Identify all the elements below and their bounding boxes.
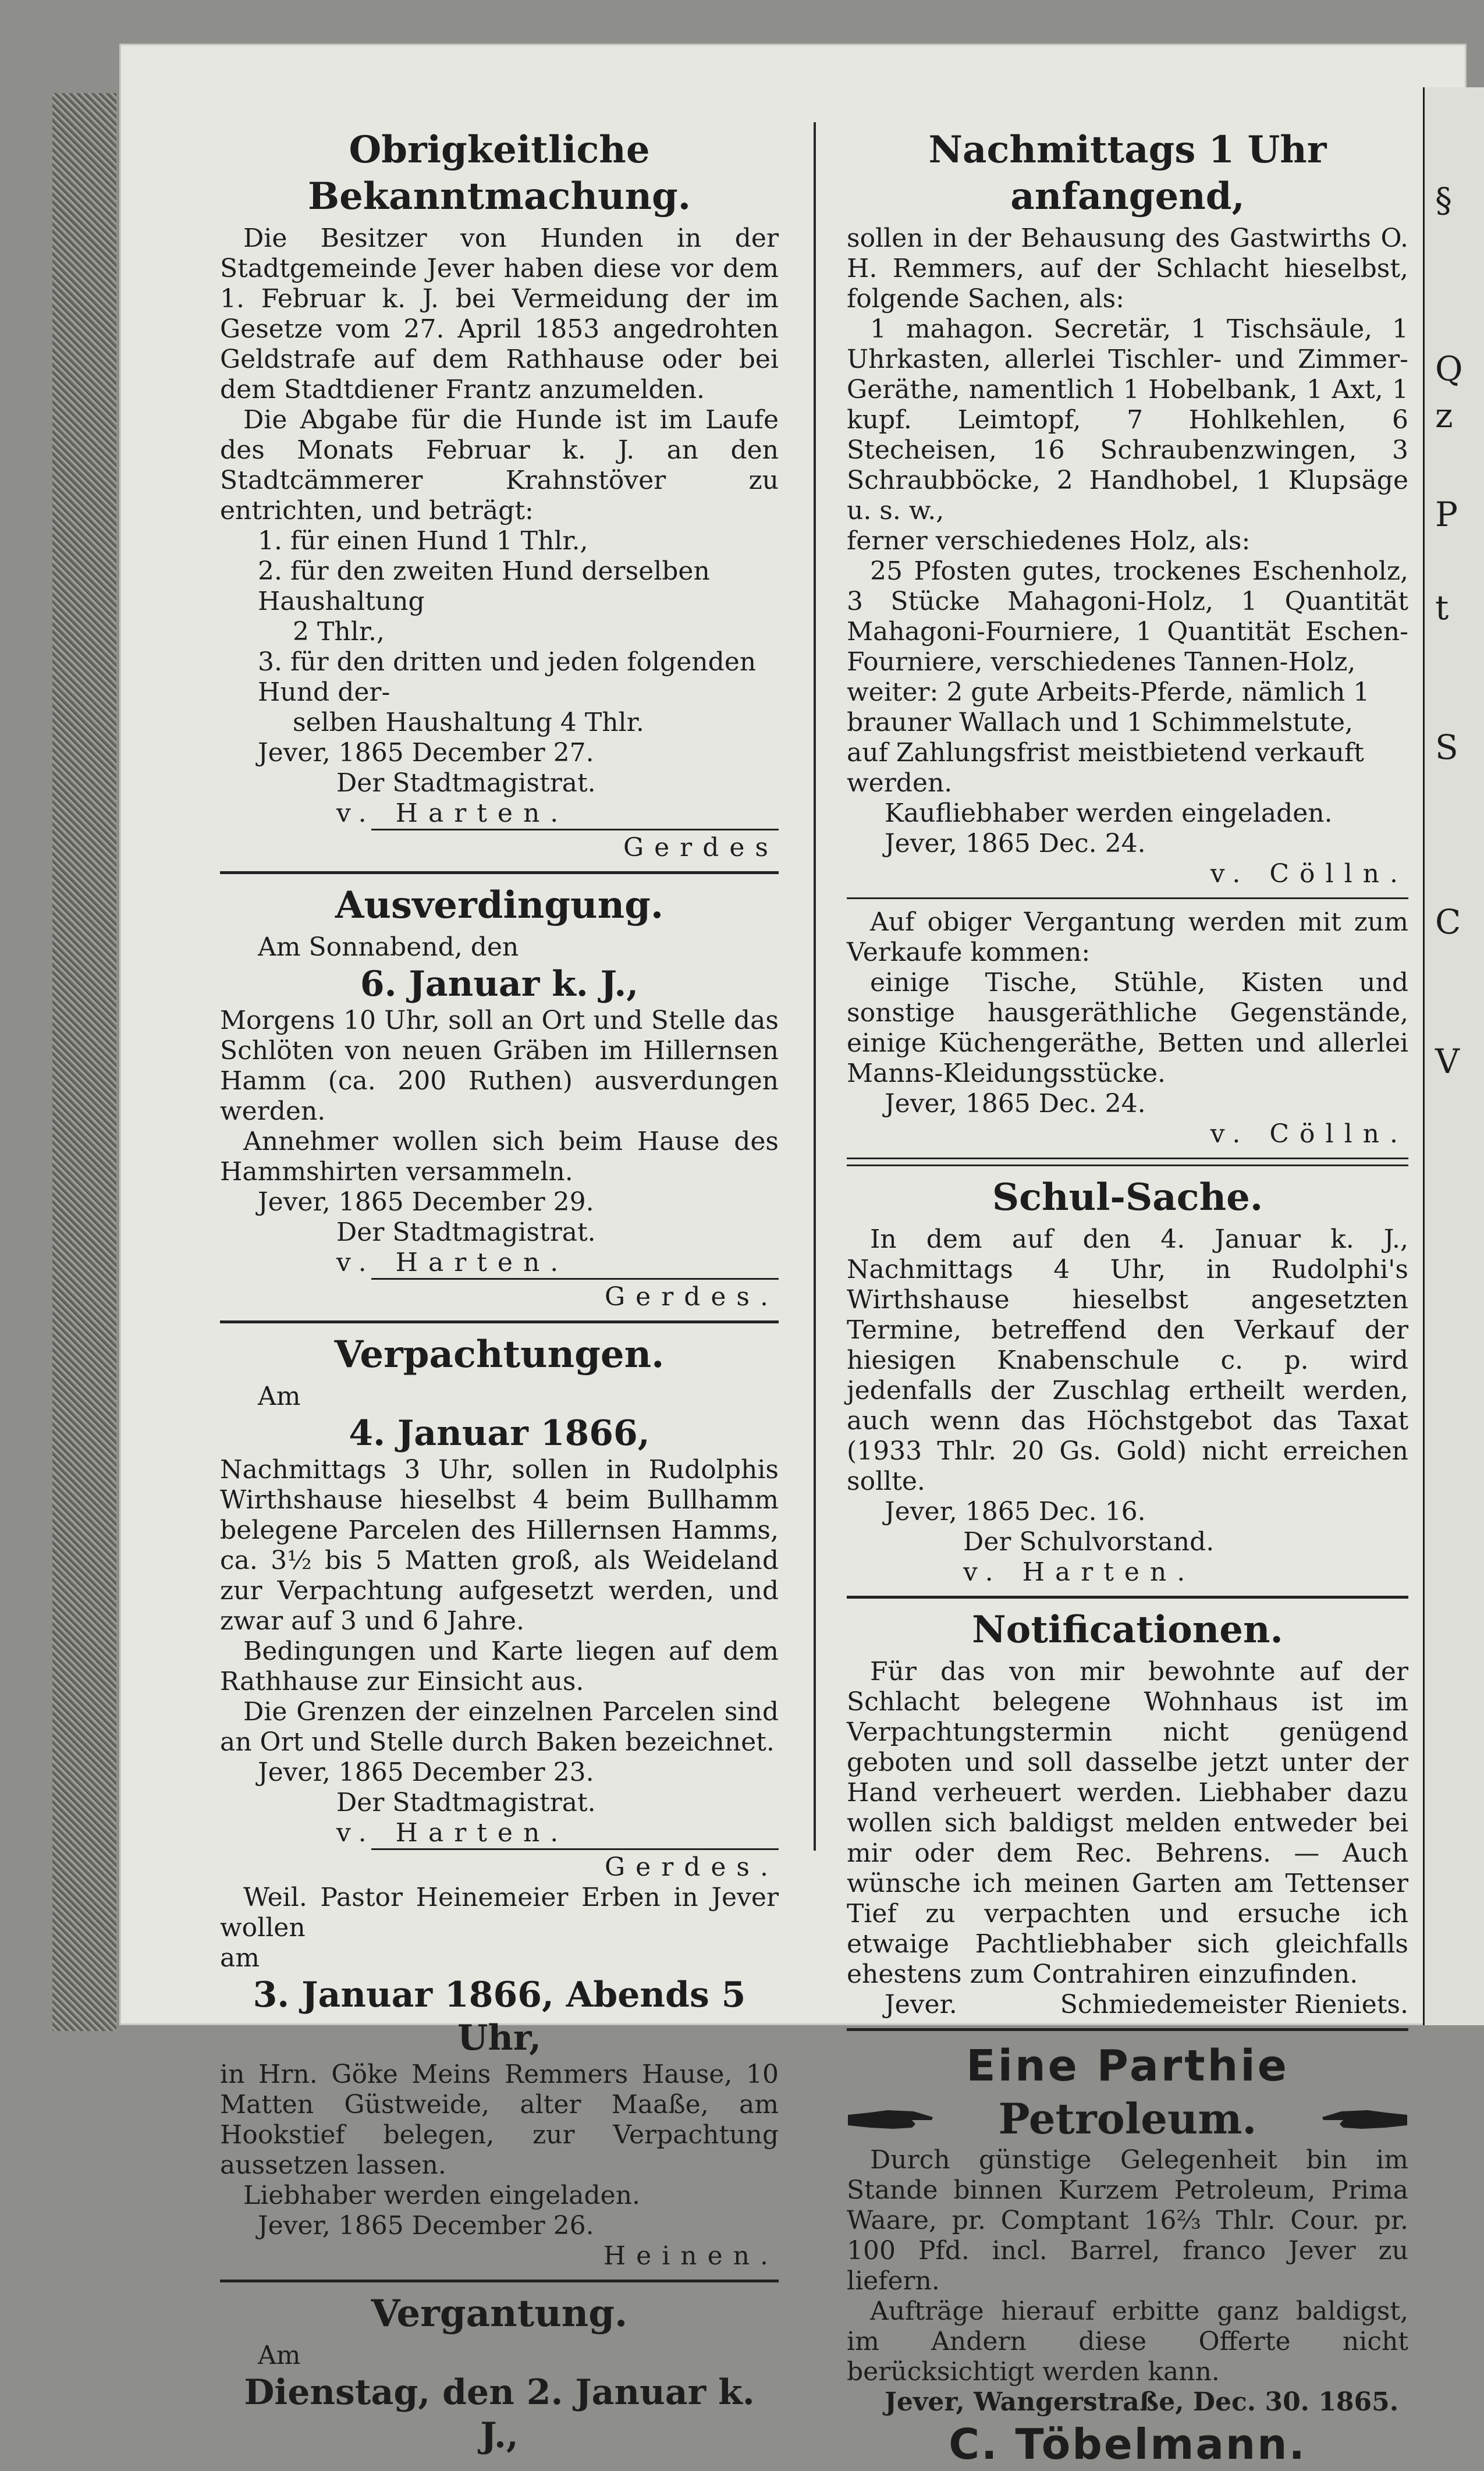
date-line: Jever, 1865 December 29.	[258, 1187, 594, 1217]
signature: Schmiedemeister Rieniets.	[1060, 1990, 1408, 2019]
section-rule	[220, 1320, 779, 1323]
signature: v. Harten.	[963, 1557, 1196, 1587]
paragraph: 1 mahagon. Secretär, 1 Tischsäule, 1 Uhrkasten, allerlei Tischler- und Zimmer-Geräthe, namentlich 1 Hobelbank, 1 Axt, 1 kupf. Leimtopf, 7 Hohlkehlen, 6 Stecheisen, 16 Schraubenzwingen, 3 Schraubböcke, 2 Handhobel, 1 Klupsäge u. s. w.,	[847, 314, 1408, 526]
list-item: 3. für den dritten und jeden folgenden Hund der-	[258, 647, 757, 707]
edge-glyph: §	[1435, 180, 1452, 220]
notice-title: Schul-Sache.	[992, 1176, 1263, 1219]
paragraph: weiter: 2 gute Arbeits-Pferde, nämlich 1 brauner Wallach und 1 Schimmelstute,	[847, 677, 1370, 737]
paragraph: einige Tische, Stühle, Kisten und sonstige hausgeräthliche Gegenstände, einige Küchengeräthe, Betten und allerlei Manns-Kleidungsstücke.	[847, 968, 1408, 1088]
advert-headline: Eine Parthie	[966, 2041, 1289, 2091]
signature: Heinen.	[603, 2241, 779, 2271]
paragraph: Kaufliebhaber werden eingeladen.	[885, 798, 1333, 828]
edge-glyph: t	[1435, 588, 1449, 627]
paragraph: Die Grenzen der einzelnen Parcelen sind an Ort und Stelle durch Baken bezeichnet.	[220, 1697, 779, 1757]
section-rule	[847, 897, 1408, 899]
paragraph: Auf obiger Vergantung werden mit zum Verkaufe kommen:	[847, 907, 1408, 967]
section-rule	[847, 2028, 1408, 2031]
signature: v. Cölln.	[1210, 859, 1408, 889]
notice-auction-remmers	[847, 127, 1408, 889]
event-date: 4. Januar 1866,	[349, 1413, 650, 1454]
date-line: Jever, 1865 Dec. 24.	[885, 829, 1146, 858]
paragraph: Die Abgabe für die Hunde ist im Laufe des Monats Februar k. J. an den Stadtcämmerer Krahnstöver zu entrichten, und beträgt:	[220, 405, 779, 526]
clerk-signature: Gerdes	[371, 829, 779, 863]
notice-heinemeier	[220, 1883, 779, 2271]
advert-petroleum	[847, 2039, 1408, 2471]
date-line: Jever, 1865 December 26.	[258, 2211, 594, 2241]
paragraph: auf Zahlungsfrist meistbietend verkauft werden.	[847, 738, 1364, 798]
right-column	[847, 122, 1408, 2471]
date-line: Jever, 1865 December 27.	[258, 738, 594, 768]
pointing-hand-left-icon	[1321, 2104, 1408, 2133]
notice-title: Nachmittags 1 Uhr anfangend,	[928, 128, 1327, 218]
paragraph: Am Sonnabend, den	[258, 932, 519, 962]
advert-product: Petroleum.	[998, 2094, 1257, 2143]
address-line: Jever, Wangerstraße, Dec. 30. 1865.	[885, 2387, 1399, 2417]
paragraph: ferner verschiedenes Holz, als:	[847, 526, 1251, 556]
paragraph: Nachmittags 3 Uhr, sollen in Rudolphis Wirthshause hieselbst 4 beim Bullhamm belegene Parcelen des Hillernsen Hamms, ca. 3½ bis 5 Matten groß, als Weideland zur Verpachtung aufgesetzt werden, und zwar auf 3 und 6 Jahre.	[220, 1455, 779, 1636]
paragraph: Liebhaber werden eingeladen.	[243, 2181, 641, 2210]
notice-schul-sache	[847, 1174, 1408, 1588]
section-rule	[847, 1596, 1408, 1599]
notice-ausverdingung	[220, 882, 779, 1312]
notice-verpachtungen	[220, 1332, 779, 1883]
paragraph: Weil. Pastor Heinemeier Erben in Jever wollen	[220, 1883, 779, 1943]
notice-auction-addendum	[847, 907, 1408, 1149]
notice-dog-tax	[220, 127, 779, 863]
paragraph: Am	[258, 2341, 301, 2370]
left-column	[220, 122, 779, 2457]
edge-glyph: V	[1435, 1042, 1460, 1081]
edge-glyph: z	[1435, 396, 1453, 435]
paragraph: Bedingungen und Karte liegen auf dem Rathhause zur Einsicht aus.	[220, 1636, 779, 1696]
notice-notificationen	[847, 1607, 1408, 2020]
paragraph: In dem auf den 4. Januar k. J., Nachmittags 4 Uhr, in Rudolphi's Wirthshause hieselbst angesetzten Termine, betreffend den Verkauf der hiesigen Knabenschule c. p. wird jedenfalls der Zuschlag ertheilt werden, auch wenn das Höchstgebot das Taxat (1933 Thlr. 20 Gs. Gold) nicht erreichen sollte.	[847, 1224, 1408, 1496]
date-line: Jever, 1865 December 23.	[258, 1758, 594, 1787]
event-date: 6. Januar k. J.,	[360, 964, 639, 1004]
column-divider	[814, 122, 816, 1851]
advert-title-row	[847, 2093, 1408, 2145]
place: Jever.	[885, 1990, 957, 2019]
paragraph: Annehmer wollen sich beim Hause des Hammshirten versammeln.	[220, 1127, 779, 1187]
list-item: 1. für einen Hund 1 Thlr.,	[258, 526, 588, 556]
notice-title: Notificationen.	[972, 1608, 1283, 1652]
list-item: selben Haushaltung 4 Thlr.	[293, 708, 644, 737]
notice-title: Vergantung.	[371, 2292, 628, 2335]
edge-glyph: P	[1435, 495, 1458, 534]
edge-glyph: Q	[1435, 349, 1463, 389]
paragraph: Durch günstige Gelegenheit bin im Stande binnen Kurzem Petroleum, Prima Waare, pr. Comptant 16⅔ Thlr. Cour. pr. 100 Pfd. incl. Barrel, franco Jever zu liefern.	[847, 2145, 1408, 2296]
list-item: 2 Thlr.,	[293, 617, 385, 647]
paragraph: 25 Pfosten gutes, trockenes Eschenholz, 3 Stücke Mahagoni-Holz, 1 Quantität Mahagoni-Fourniere, 1 Quantität Eschen-Fourniere, verschiedenes Tannen-Holz,	[847, 556, 1408, 677]
date-line: Jever, 1865 Dec. 16.	[885, 1497, 1146, 1526]
notice-vergantung	[220, 2291, 779, 2457]
section-rule	[220, 2280, 779, 2282]
office-line: Der Stadtmagistrat.	[336, 1788, 596, 1817]
edge-glyph: C	[1435, 902, 1461, 942]
signature: v. Harten.	[336, 1818, 569, 1848]
paragraph: Aufträge hierauf erbitte ganz baldigst, im Andern diese Offerte nicht berücksichtigt werden kann.	[847, 2296, 1408, 2387]
signature: v. Harten.	[336, 798, 569, 828]
pointing-hand-right-icon	[847, 2104, 934, 2133]
notice-title: Obrigkeitliche Bekanntmachung.	[307, 128, 691, 218]
section-rule	[847, 1158, 1408, 1166]
event-date: Dienstag, den 2. Januar k. J.,	[244, 2372, 755, 2456]
notice-title: Verpachtungen.	[334, 1333, 665, 1376]
paragraph: Für das von mir bewohnte auf der Schlacht belegene Wohnhaus ist im Verpachtungstermin nicht genügend geboten und soll dasselbe jetzt unter der Hand verheuert werden. Liebhaber dazu wollen sich baldigst melden entweder bei mir oder dem Rec. Behrens. — Auch wünsche ich meinen Garten am Tettenser Tief zu verpachten und ersuche ich etwaige Pachtliebhaber sich gleichfalls ehestens zum Contrahiren einzufinden.	[847, 1657, 1408, 1989]
section-rule	[220, 871, 779, 874]
book-binding	[52, 93, 116, 2031]
signature-row	[847, 1990, 1408, 2020]
notice-title: Ausverdingung.	[335, 883, 664, 927]
signature: v. Cölln.	[1210, 1119, 1408, 1149]
clerk-signature: Gerdes.	[371, 1848, 779, 1883]
paragraph: sollen in der Behausung des Gastwirths O. H. Remmers, auf der Schlacht hieselbst, folgende Sachen, als:	[847, 223, 1408, 314]
signature: v. Harten.	[336, 1248, 569, 1277]
next-page-edge	[1423, 87, 1484, 2025]
edge-glyph: S	[1435, 727, 1458, 767]
office-line: Der Stadtmagistrat.	[336, 768, 596, 798]
date-line: Jever, 1865 Dec. 24.	[885, 1089, 1146, 1119]
paragraph: Morgens 10 Uhr, soll an Ort und Stelle das Schlöten von neuen Gräben im Hillernsen Hamm (ca. 200 Ruthen) ausverdungen werden.	[220, 1006, 779, 1126]
paragraph: Am	[258, 1382, 301, 1411]
event-date: 3. Januar 1866, Abends 5 Uhr,	[253, 1975, 746, 2058]
office-line: Der Schulvorstand.	[963, 1527, 1215, 1557]
office-line: Der Stadtmagistrat.	[336, 1217, 596, 1247]
paragraph: Die Besitzer von Hunden in der Stadtgemeinde Jever haben diese vor dem 1. Februar k. J. bei Vermeidung der im Gesetze vom 27. April 1853 angedrohten Geldstrafe auf dem Rathhause oder bei dem Stadtdiener Frantz anzumelden.	[220, 223, 779, 404]
list-item: 2. für den zweiten Hund derselben Haushaltung	[258, 556, 710, 616]
paragraph: am	[220, 1943, 260, 1973]
paragraph: in Hrn. Göke Meins Remmers Hause, 10 Matten Güstweide, alter Maaße, am Hookstief belegen, zur Verpachtung aussetzen lassen.	[220, 2060, 779, 2180]
firm-name: C. Töbelmann.	[949, 2420, 1307, 2469]
clerk-signature: Gerdes.	[371, 1278, 779, 1312]
